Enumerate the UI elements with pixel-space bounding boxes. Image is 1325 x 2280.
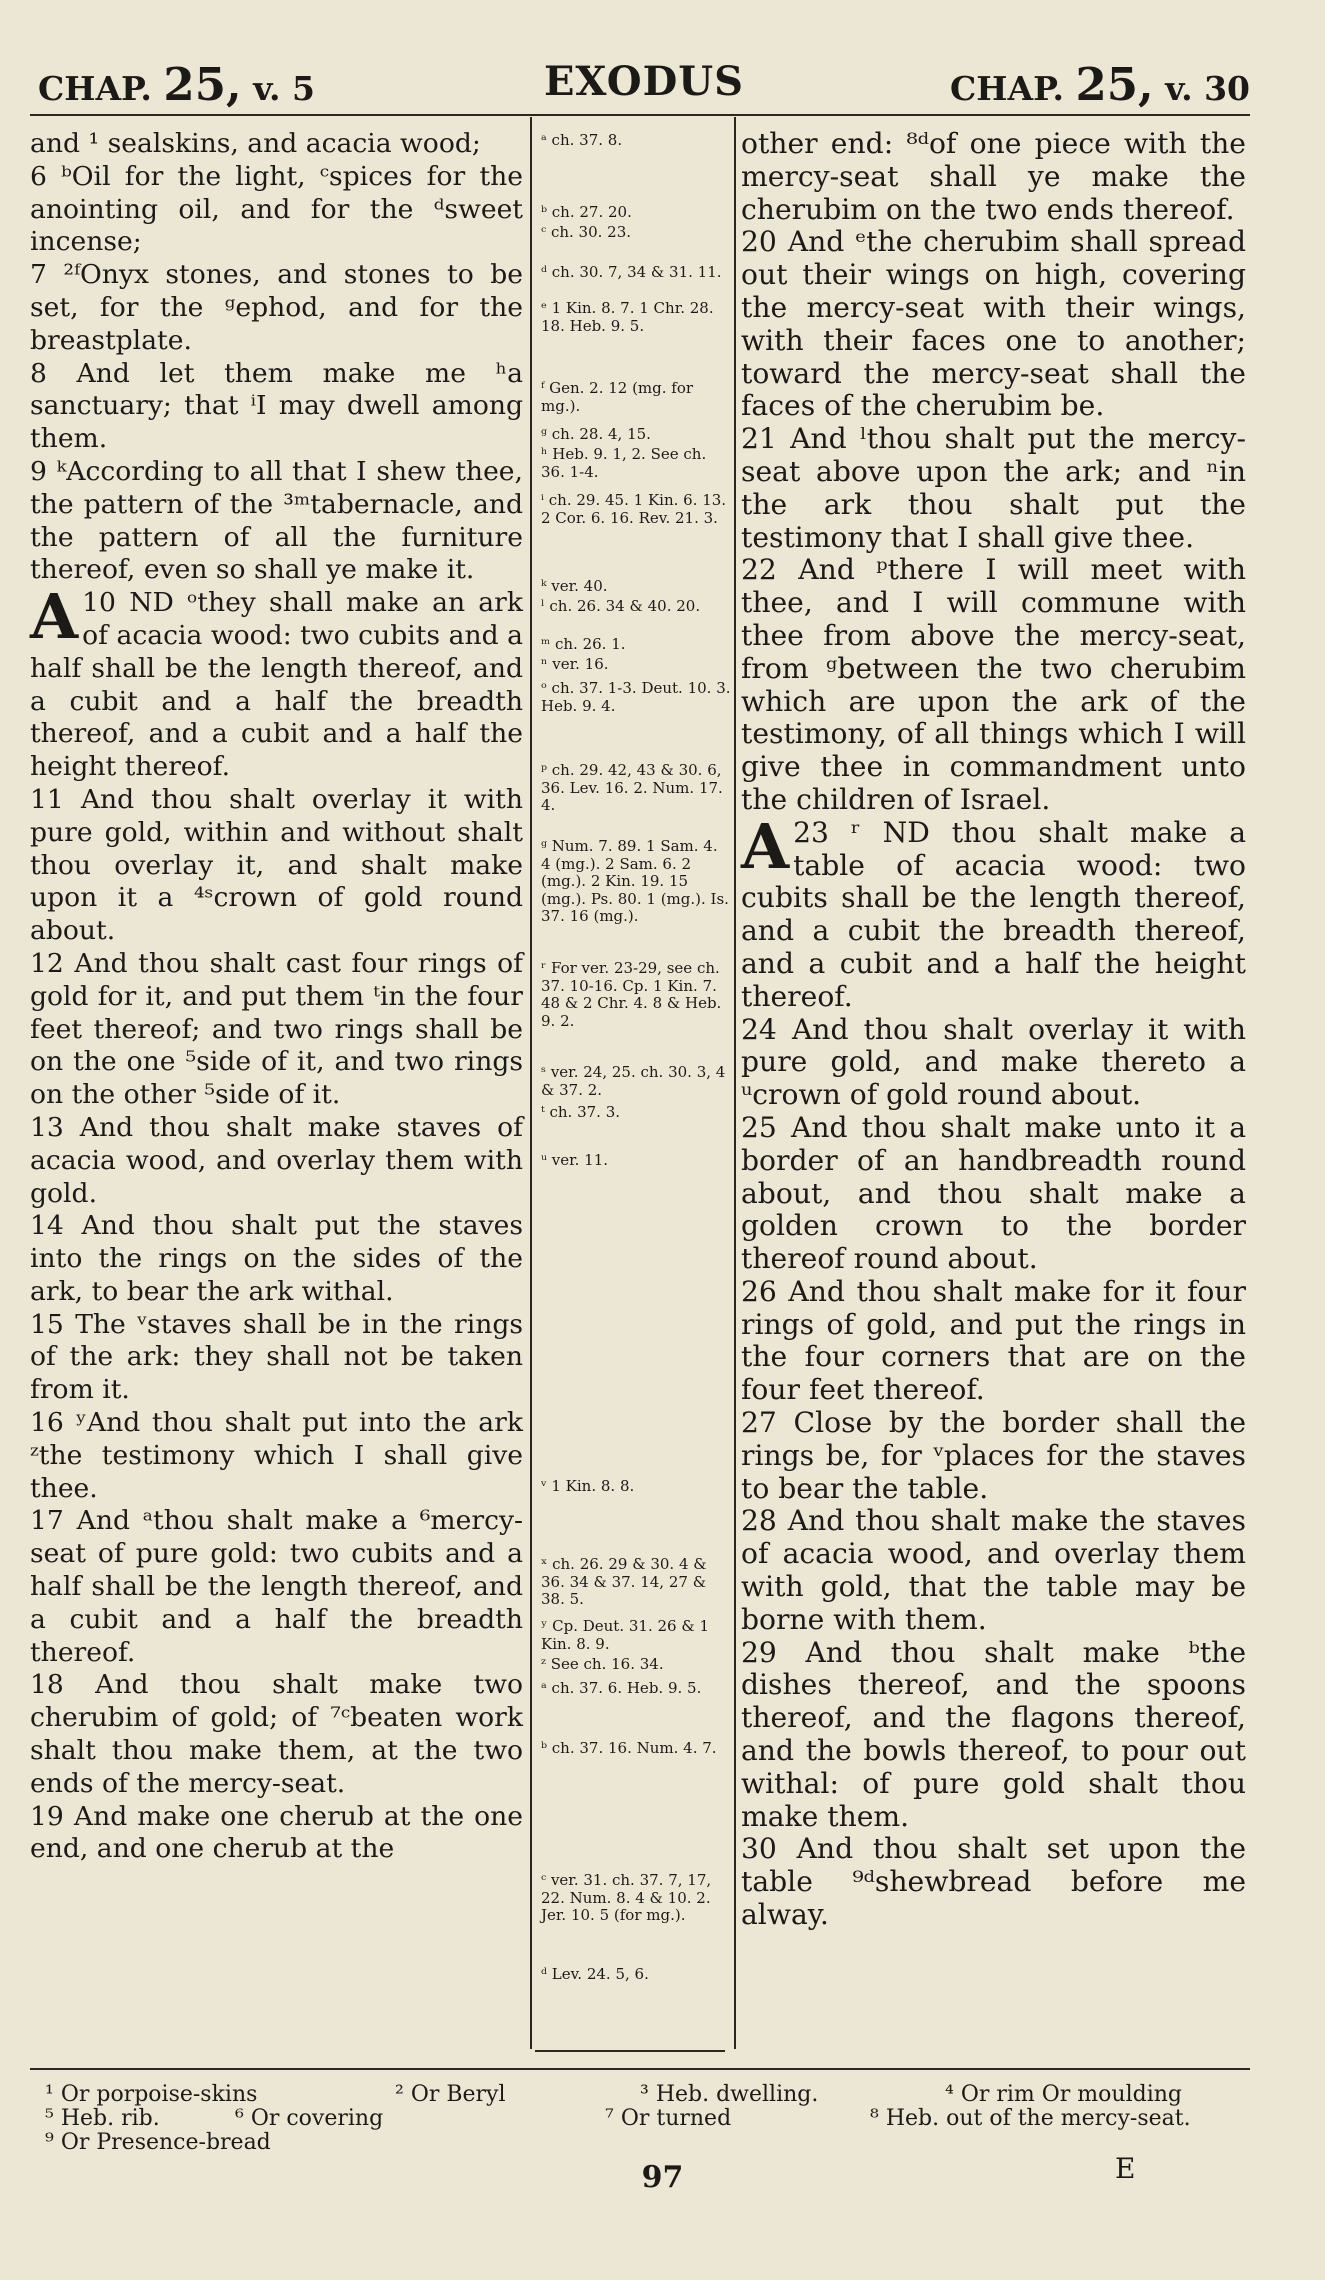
right-text-column [741,128,1246,1932]
footnote-1: ¹ Or porpoise-skins [45,2082,258,2107]
verse-7: 7 ²ᶠOnyx stones, and stones to be set, for the ᵍephod, and for the breastplate. [30,259,523,356]
xref-s: ˢ ver. 24, 25. ch. 30. 3, 4 & 37. 2. [541,1063,726,1099]
running-header [38,58,1250,111]
column-divider-right [734,117,736,2049]
xref-f: ᶠ Gen. 2. 12 (mg. for mg.). [541,379,694,415]
verse-23 [741,809,1246,1014]
header-rule [30,114,1250,116]
book-title: EXODUS [543,58,745,105]
verse-25: 25 And thou shalt make unto it a border of an handbreadth round about, and thou shalt make a golden crown to the border thereof round about. [741,1110,1246,1276]
footnote-2: ² Or Beryl [395,2082,506,2107]
verse-10 [30,580,523,784]
verse-27: 27 Close by the border shall the rings be, for ᵛplaces for the staves to bear the table. [741,1406,1246,1505]
footnote-3: ³ Heb. dwelling. [640,2082,819,2107]
xref-q: ᵍ Num. 7. 89. 1 Sam. 4. 4 (mg.). 2 Sam. 6. 2 (mg.). 2 Kin. 19. 15 (mg.). Ps. 80. 1 (mg.). Is. 37. 16 (mg.). [541,837,729,925]
verse-6: 6 ᵇOil for the light, ᶜspices for the anointing oil, and for the ᵈsweet incense; [30,160,523,258]
verse-11: 11 And thou shalt overlay it with pure gold, within and without shalt thou overlay it, and shalt make upon it a ⁴ˢcrown of gold round about. [30,783,523,947]
xref-g: ᵍ ch. 28. 4, 15. [541,425,651,443]
xref-u: ᵘ ver. 11. [541,1151,609,1169]
header-right-chapter: 25, [1075,58,1154,111]
xref-b: ᵇ ch. 27. 20. [541,203,632,221]
page-number: 97 [641,2160,684,2195]
left-text-column [30,128,523,1866]
xref-z: ᶻ See ch. 16. 34. [541,1655,664,1673]
verse-13: 13 And thou shalt make staves of acacia wood, and overlay them with gold. [30,1111,523,1209]
verse-21: 21 And ˡthou shalt put the mercy-seat above upon the ark; and ⁿin the ark thou shalt put the testimony that I shall give thee. [741,422,1246,554]
header-left-chapter: 25, [163,58,242,111]
xref-h: ʰ Heb. 9. 1, 2. See ch. 36. 1-4. [541,445,707,481]
verse-9: 9 ᵏAccording to all that I shew thee, the pattern of the ³ᵐtabernacle, and the pattern of all the furniture thereof, even so shall ye make it. [30,455,523,586]
xref-p: ᵖ ch. 29. 42, 43 & 30. 6, 36. Lev. 16. 2. Num. 17. 4. [541,761,723,814]
xref-l: ˡ ch. 26. 34 & 40. 20. [541,597,701,615]
xref-d2: ᵈ Lev. 24. 5, 6. [541,1965,649,1983]
footnote-8: ⁸ Heb. out of the mercy-seat. [870,2106,1191,2131]
xref-d: ᵈ ch. 30. 7, 34 & 31. 11. [541,263,722,281]
verse-10-text: ND ᵒthey shall make an ark of acacia wood: two cubits and a half shall be the length thereof, and a cubit and a half the breadth thereof, and a cubit and a half the height thereof. [30,587,523,783]
footnote-5: ⁵ Heb. rib. [45,2106,160,2131]
xref-c: ᶜ ch. 30. 23. [541,223,632,241]
xref-a2: ᵃ ch. 37. 6. Heb. 9. 5. [541,1679,702,1697]
verse-5-cont: and ¹ sealskins, and acacia wood; [30,128,481,159]
xref-m: ᵐ ch. 26. 1. [541,635,626,653]
header-left-prefix: CHAP. [38,69,152,108]
header-right-verse: v. 30 [1165,69,1250,108]
verse-12: 12 And thou shalt cast four rings of gold for it, and put them ᵗin the four feet thereof; and two rings shall be on the one ⁵side of it, and two rings on the other ⁵side of it. [30,947,523,1111]
xref-k: ᵏ ver. 40. [541,577,608,595]
verse-20: 20 And ᵉthe cherubim shall spread out their wings on high, covering the mercy-seat with their wings, with their faces one to another; toward the mercy-seat shall the faces of the cherubim be. [741,225,1246,423]
verse-19-cont: other end: ⁸ᵈof one piece with the mercy-seat shall ye make the cherubim on the two ends thereof. [741,127,1246,226]
verse-23-dropcap: A [741,809,790,883]
verse-23-text: ND thou shalt make a table of acacia wood: two cubits shall be the length thereof, and a cubit the breadth thereof, and a cubit and a half the height thereof. [741,815,1246,1013]
verse-8: 8 And let them make me ʰa sanctuary; that ⁱI may dwell among them. [30,357,523,455]
xref-b2: ᵇ ch. 37. 16. Num. 4. 7. [541,1739,717,1757]
xref-x: ˣ ch. 26. 29 & 30. 4 & 36. 34 & 37. 14, 27 & 38. 5. [541,1555,707,1608]
header-left-verse: v. 5 [253,69,315,108]
verse-14: 14 And thou shalt put the staves into the rings on the sides of the ark, to bear the ark withal. [30,1210,523,1307]
footnote-4: ⁴ Or rim Or moulding [945,2082,1182,2107]
xref-n: ⁿ ver. 16. [541,655,609,673]
footnote-9: ⁹ Or Presence-bread [45,2130,271,2155]
xref-bottom-rule [535,2050,725,2052]
verse-16: 16 ʸAnd thou shalt put into the ark ᶻthe testimony which I shall give thee. [30,1407,523,1504]
verse-30: 30 And thou shalt set upon the table ⁹ᵈshewbread before me alway. [741,1832,1246,1932]
xref-v: ᵛ 1 Kin. 8. 8. [541,1477,635,1495]
verse-23-number: 23 ʳ [793,815,861,849]
verse-29: 29 And thou shalt make ᵇthe dishes thereof, and the spoons thereof, and the flagons thereof, and the bowls thereof, to pour out withal: of pure gold shalt thou make them. [741,1635,1246,1833]
verse-28: 28 And thou shalt make the staves of acacia wood, and overlay them with gold, that the table may be borne with them. [741,1504,1246,1636]
xref-t: ᵗ ch. 37. 3. [541,1103,620,1121]
footnote-7: ⁷ Or turned [605,2106,732,2131]
xref-r: ʳ For ver. 23-29, see ch. 37. 10-16. Cp. 1 Kin. 7. 48 & 2 Chr. 4. 8 & Heb. 9. 2. [541,959,722,1030]
header-right-prefix: CHAP. [950,69,1064,108]
signature-mark: E [1115,2152,1136,2185]
footnote-6: ⁶ Or covering [235,2106,384,2131]
header-right [950,58,1250,111]
xref-o: ᵒ ch. 37. 1-3. Deut. 10. 3. Heb. 9. 4. [541,679,731,715]
xref-e: ᵉ 1 Kin. 8. 7. 1 Chr. 28. 18. Heb. 9. 5. [541,299,714,335]
xref-a: ᵃ ch. 37. 8. [541,131,623,149]
verse-26: 26 And thou shalt make for it four rings of gold, and put the rings in the four corners that are on the four feet thereof. [741,1274,1246,1407]
verse-17: 17 And ᵃthou shalt make a ⁶mercy-seat of pure gold: two cubits and a half shall be the length thereof, and a cubit and a half the breadth thereof. [30,1505,523,1668]
xref-c2: ᶜ ver. 31. ch. 37. 7, 17, 22. Num. 8. 4 & 10. 2. Jer. 10. 5 (for mg.). [541,1871,712,1924]
xref-y: ʸ Cp. Deut. 31. 26 & 1 Kin. 8. 9. [541,1617,710,1653]
verse-19: 19 And make one cherub at the one end, and one cherub at the [30,1800,523,1865]
verse-15: 15 The ᵛstaves shall be in the rings of the ark: they shall not be taken from it. [30,1308,523,1406]
verse-10-number: 10 [82,587,116,619]
verse-18: 18 And thou shalt make two cherubim of gold; of ⁷ᶜbeaten work shalt thou make them, at the two ends of the mercy-seat. [30,1669,523,1799]
column-divider-left [530,117,532,2049]
verse-22: 22 And ᵖthere I will meet with thee, and I will commune with thee from above the mercy-seat, from ᵍbetween the two cherubim which are upon the ark of the testimony, of all things which I will give thee in commandment unto the children of Israel. [741,553,1246,816]
footnote-rule [30,2068,1250,2070]
xref-i: ⁱ ch. 29. 45. 1 Kin. 6. 13. 2 Cor. 6. 16. Rev. 21. 3. [541,491,727,527]
verse-10-dropcap: A [30,580,79,654]
verse-24: 24 And thou shalt overlay it with pure gold, and make thereto a ᵘcrown of gold round about. [741,1012,1246,1112]
